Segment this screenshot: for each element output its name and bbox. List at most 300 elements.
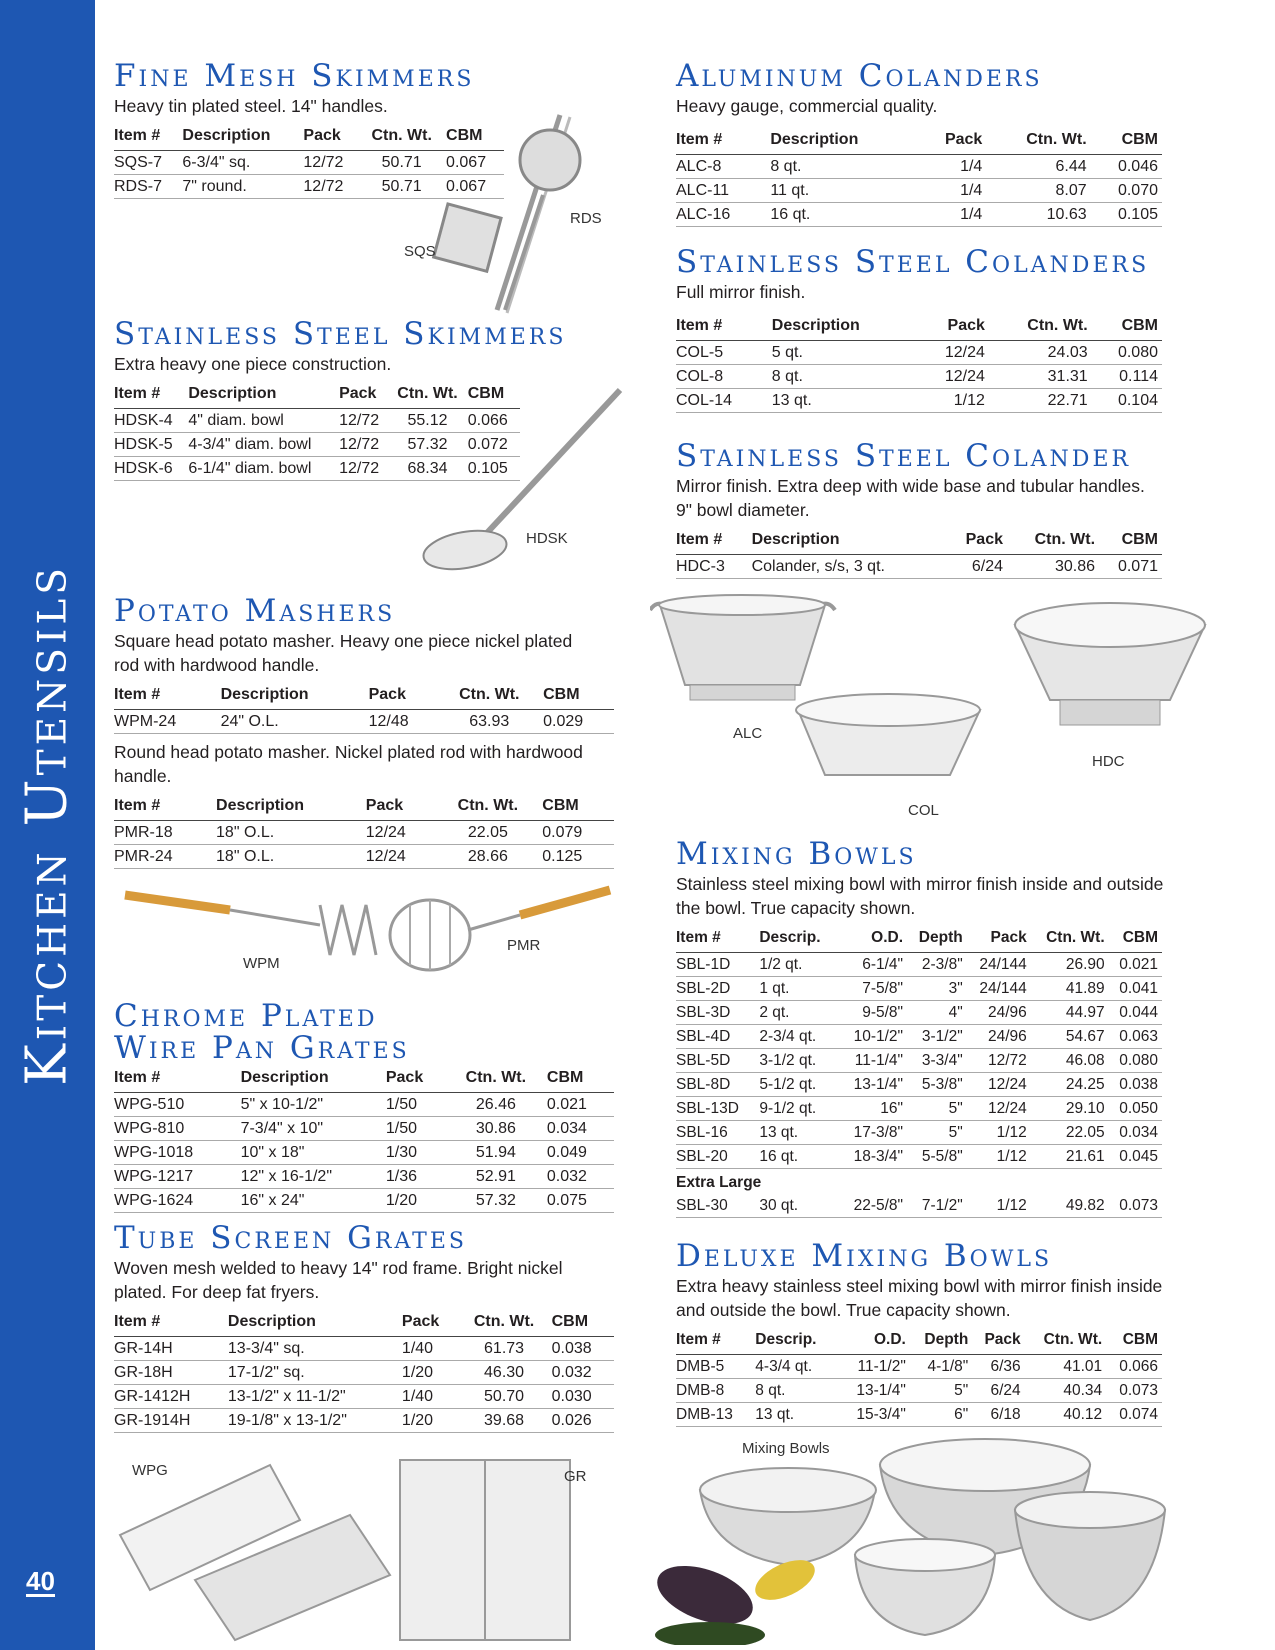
table-cell: 24/144 xyxy=(967,953,1031,977)
table-header-row xyxy=(676,1326,1162,1355)
table-cell: SBL-20 xyxy=(676,1145,759,1169)
column-header: CBM xyxy=(552,1308,614,1337)
column-header: CBM xyxy=(468,380,520,409)
caption-wpg: WPG xyxy=(132,1462,168,1479)
column-header: Description xyxy=(182,122,303,151)
table-cell: 13 qt. xyxy=(755,1403,840,1427)
column-header: Pack xyxy=(402,1308,461,1337)
table-cell: 5-5/8" xyxy=(907,1145,967,1169)
table-header-row xyxy=(114,1064,614,1093)
table-cell: 1/20 xyxy=(402,1361,461,1385)
table-cell: 46.08 xyxy=(1031,1049,1109,1073)
table-row xyxy=(676,1121,1162,1145)
table-cell: DMB-8 xyxy=(676,1379,755,1403)
table-row xyxy=(114,821,614,845)
table-cell: ALC-11 xyxy=(676,179,770,203)
page-number: 40 xyxy=(26,1566,55,1596)
table-cell: 10-1/2" xyxy=(840,1025,907,1049)
table-row xyxy=(676,1403,1162,1427)
table-cell: 26.90 xyxy=(1031,953,1109,977)
column-header: Ctn. Wt. xyxy=(449,1064,547,1093)
table-cell: 16" x 24" xyxy=(241,1189,386,1213)
table-row xyxy=(114,1093,614,1117)
column-header: CBM xyxy=(1106,1326,1162,1355)
column-header: CBM xyxy=(543,681,614,710)
table-header-row xyxy=(676,526,1162,555)
table-cell: 24/144 xyxy=(967,977,1031,1001)
table-cell: 6/24 xyxy=(972,1379,1024,1403)
table-cell: 55.12 xyxy=(391,409,467,433)
table-cell: HDSK-5 xyxy=(114,433,188,457)
table-cell: 29.10 xyxy=(1031,1097,1109,1121)
table-cell: 49.82 xyxy=(1031,1194,1109,1218)
column-header: Ctn. Wt. xyxy=(437,792,542,821)
ss-colanders-section xyxy=(676,246,1162,413)
table-cell: 9-1/2 qt. xyxy=(759,1097,840,1121)
table-row xyxy=(676,1073,1162,1097)
column-header: Description xyxy=(221,681,369,710)
table-cell: 12/72 xyxy=(339,409,391,433)
table-cell: PMR-18 xyxy=(114,821,216,845)
table-cell: 1/40 xyxy=(402,1337,461,1361)
table-cell: 4" xyxy=(907,1001,967,1025)
table-cell: 18" O.L. xyxy=(216,821,366,845)
table-cell: 50.71 xyxy=(361,175,446,199)
column-header: CBM xyxy=(542,792,614,821)
table-cell: 0.032 xyxy=(552,1361,614,1385)
column-header: Descrip. xyxy=(755,1326,840,1355)
table-cell: 12/48 xyxy=(369,710,440,734)
product-table xyxy=(114,1064,614,1213)
table-cell: GR-14H xyxy=(114,1337,228,1361)
table-cell: 0.074 xyxy=(1106,1403,1162,1427)
table-row xyxy=(114,1337,614,1361)
table-cell: SBL-2D xyxy=(676,977,759,1001)
table-cell: COL-5 xyxy=(676,341,772,365)
table-cell: 0.070 xyxy=(1091,179,1162,203)
column-header: Item # xyxy=(114,1064,241,1093)
table-cell: WPM-24 xyxy=(114,710,221,734)
table-row xyxy=(114,1117,614,1141)
table-cell: 8 qt. xyxy=(755,1379,840,1403)
table-cell: 6-1/4" diam. bowl xyxy=(188,457,339,481)
column-header: Description xyxy=(772,312,919,341)
table-header-row xyxy=(676,312,1162,341)
section-title: Stainless Steel Colander xyxy=(676,438,1132,474)
sidebar xyxy=(0,0,95,1650)
table-cell: 24/96 xyxy=(967,1025,1031,1049)
table-cell: 1 qt. xyxy=(759,977,840,1001)
table-cell: 13-1/4" xyxy=(840,1379,910,1403)
table-cell: ALC-8 xyxy=(676,155,770,179)
column-header: Description xyxy=(241,1064,386,1093)
product-table xyxy=(676,924,1162,1218)
table-cell: SBL-8D xyxy=(676,1073,759,1097)
table-cell: 22.05 xyxy=(437,821,542,845)
table-cell: 3-3/4" xyxy=(907,1049,967,1073)
table-cell: PMR-24 xyxy=(114,845,216,869)
table-cell: 0.038 xyxy=(1109,1073,1162,1097)
table-cell: 57.32 xyxy=(391,433,467,457)
table-cell: 5" x 10-1/2" xyxy=(241,1093,386,1117)
table-cell: HDSK-6 xyxy=(114,457,188,481)
table-cell: SBL-4D xyxy=(676,1025,759,1049)
column-header: Depth xyxy=(910,1326,972,1355)
table-cell: 39.68 xyxy=(460,1409,551,1433)
table-cell: 46.30 xyxy=(460,1361,551,1385)
table-cell: 0.049 xyxy=(547,1141,614,1165)
table-cell: 24.03 xyxy=(989,341,1092,365)
table-cell: 0.073 xyxy=(1106,1379,1162,1403)
hdsk-skimmer-image xyxy=(415,385,630,575)
table-cell: 0.080 xyxy=(1092,341,1162,365)
table-cell: 1/4 xyxy=(919,155,986,179)
table-row xyxy=(114,1141,614,1165)
product-table xyxy=(676,312,1162,413)
table-cell: 0.050 xyxy=(1109,1097,1162,1121)
column-header: Description xyxy=(216,792,366,821)
table-row xyxy=(676,977,1162,1001)
caption-wpm: WPM xyxy=(243,955,280,972)
column-header: Ctn. Wt. xyxy=(1031,924,1109,953)
table-cell: 0.034 xyxy=(547,1117,614,1141)
table-cell: 0.046 xyxy=(1091,155,1162,179)
table-row xyxy=(114,1165,614,1189)
table-cell: 12/72 xyxy=(339,433,391,457)
column-header: Pack xyxy=(386,1064,449,1093)
table-cell: 40.12 xyxy=(1025,1403,1107,1427)
table-cell: 9-5/8" xyxy=(840,1001,907,1025)
table-cell: 15-3/4" xyxy=(840,1403,910,1427)
table-cell: 13-3/4" sq. xyxy=(228,1337,402,1361)
table-row xyxy=(676,1379,1162,1403)
column-header: Pack xyxy=(919,312,989,341)
table-cell: 3-1/2" xyxy=(907,1025,967,1049)
table-row xyxy=(676,1049,1162,1073)
product-table-2 xyxy=(114,792,614,869)
section-title: Potato Mashers xyxy=(114,593,396,629)
table-cell: 0.075 xyxy=(547,1189,614,1213)
table-cell: 1/20 xyxy=(386,1189,449,1213)
caption-gr: GR xyxy=(564,1468,587,1485)
column-header: Ctn. Wt. xyxy=(986,126,1090,155)
section-desc: Extra heavy stainless steel mixing bowl with mirror finish inside and outside the bowl. True capacity shown. xyxy=(676,1276,1163,1320)
tube-screen-grates-section xyxy=(114,1222,614,1433)
table-cell: 30 qt. xyxy=(759,1194,840,1218)
table-row xyxy=(114,1361,614,1385)
section-desc: Full mirror finish. xyxy=(676,282,806,302)
table-cell: 0.072 xyxy=(468,433,520,457)
column-header: Ctn. Wt. xyxy=(989,312,1092,341)
table-cell: 0.021 xyxy=(547,1093,614,1117)
section-desc: Woven mesh welded to heavy 14" rod frame. Bright nickel plated. For deep fat fryers. xyxy=(114,1258,563,1302)
caption-hdc: HDC xyxy=(1092,753,1125,770)
section-desc: Square head potato masher. Heavy one piece nickel plated rod with hardwood handle. xyxy=(114,631,573,675)
table-cell: 0.066 xyxy=(1106,1355,1162,1379)
table-cell: 12/72 xyxy=(967,1049,1031,1073)
table-row xyxy=(114,710,614,734)
mixing-bowls-image xyxy=(650,1435,1175,1645)
table-cell: 10.63 xyxy=(986,203,1090,227)
table-cell: 16" xyxy=(840,1097,907,1121)
column-header: Item # xyxy=(676,126,770,155)
table-cell: 4-3/4 qt. xyxy=(755,1355,840,1379)
table-cell: 5-3/8" xyxy=(907,1073,967,1097)
table-cell: 1/30 xyxy=(386,1141,449,1165)
subheading-row xyxy=(676,1169,1162,1195)
table-cell: 0.034 xyxy=(1109,1121,1162,1145)
table-row xyxy=(114,1385,614,1409)
table-row xyxy=(676,1355,1162,1379)
column-header: Description xyxy=(752,526,948,555)
column-header: Pack xyxy=(967,924,1031,953)
product-table xyxy=(114,681,614,734)
table-cell: 51.94 xyxy=(449,1141,547,1165)
deluxe-mixing-bowls-section xyxy=(676,1240,1176,1427)
column-header: CBM xyxy=(1091,126,1162,155)
table-cell: 0.026 xyxy=(552,1409,614,1433)
table-cell: 1/40 xyxy=(402,1385,461,1409)
section-title-2: Wire Pan Grates xyxy=(114,1030,410,1066)
section-title: Stainless Steel Skimmers xyxy=(114,316,567,352)
table-cell: 11-1/2" xyxy=(840,1355,910,1379)
table-cell: 6.44 xyxy=(986,155,1090,179)
table-header-row xyxy=(114,681,614,710)
table-cell: 22.71 xyxy=(989,389,1092,413)
section-title: Stainless Steel Colanders xyxy=(676,244,1150,280)
section-desc: Heavy tin plated steel. 14" handles. xyxy=(114,96,388,116)
table-cell: 8 qt. xyxy=(770,155,919,179)
table-cell: 3-1/2 qt. xyxy=(759,1049,840,1073)
table-cell: SQS-7 xyxy=(114,151,182,175)
table-cell: 5 qt. xyxy=(772,341,919,365)
table-cell: 0.067 xyxy=(446,175,504,199)
table-cell: 12/72 xyxy=(303,175,361,199)
table-cell: 26.46 xyxy=(449,1093,547,1117)
table-cell: 24/96 xyxy=(967,1001,1031,1025)
table-cell: 7-1/2" xyxy=(907,1194,967,1218)
table-cell: 8.07 xyxy=(986,179,1090,203)
table-cell: 1/36 xyxy=(386,1165,449,1189)
caption-col: COL xyxy=(908,802,939,819)
column-header: Pack xyxy=(303,122,361,151)
table-cell: COL-8 xyxy=(676,365,772,389)
table-row xyxy=(114,845,614,869)
table-row xyxy=(676,1194,1162,1218)
table-cell: DMB-13 xyxy=(676,1403,755,1427)
column-header: CBM xyxy=(1092,312,1162,341)
table-cell: SBL-1D xyxy=(676,953,759,977)
column-header: Ctn. Wt. xyxy=(439,681,543,710)
table-cell: 12/24 xyxy=(967,1073,1031,1097)
table-cell: 16 qt. xyxy=(759,1145,840,1169)
table-cell: 13-1/4" xyxy=(840,1073,907,1097)
table-cell: 57.32 xyxy=(449,1189,547,1213)
table-cell: 13 qt. xyxy=(772,389,919,413)
table-cell: WPG-1018 xyxy=(114,1141,241,1165)
table-cell: SBL-30 xyxy=(676,1194,759,1218)
table-cell: 6" xyxy=(910,1403,972,1427)
column-header: Pack xyxy=(972,1326,1024,1355)
column-header: Ctn. Wt. xyxy=(361,122,446,151)
table-cell: SBL-16 xyxy=(676,1121,759,1145)
column-header: Item # xyxy=(114,792,216,821)
table-cell: 1/4 xyxy=(919,179,986,203)
table-cell: 0.063 xyxy=(1109,1025,1162,1049)
table-cell: 0.067 xyxy=(446,151,504,175)
table-cell: 1/12 xyxy=(967,1145,1031,1169)
table-cell: 6-1/4" xyxy=(840,953,907,977)
table-cell: 11-1/4" xyxy=(840,1049,907,1073)
table-cell: WPG-510 xyxy=(114,1093,241,1117)
table-cell: 12/72 xyxy=(339,457,391,481)
table-cell: 18" O.L. xyxy=(216,845,366,869)
table-cell: 16 qt. xyxy=(770,203,919,227)
table-cell: 0.030 xyxy=(552,1385,614,1409)
section-desc: Heavy gauge, commercial quality. xyxy=(676,96,938,116)
table-row xyxy=(676,1025,1162,1049)
column-header: Item # xyxy=(676,924,759,953)
product-table xyxy=(114,1308,614,1433)
table-cell: 0.114 xyxy=(1092,365,1162,389)
table-cell: 12/72 xyxy=(303,151,361,175)
table-row xyxy=(676,389,1162,413)
table-cell: 0.071 xyxy=(1099,555,1162,579)
section-title: Fine Mesh Skimmers xyxy=(114,58,475,94)
column-header: Pack xyxy=(339,380,391,409)
table-cell: GR-1914H xyxy=(114,1409,228,1433)
table-cell: 22.05 xyxy=(1031,1121,1109,1145)
column-header: O.D. xyxy=(840,924,907,953)
table-row xyxy=(114,1409,614,1433)
table-cell: 2-3/4 qt. xyxy=(759,1025,840,1049)
column-header: Ctn. Wt. xyxy=(460,1308,551,1337)
table-cell: 0.044 xyxy=(1109,1001,1162,1025)
table-row xyxy=(676,1097,1162,1121)
table-cell: 12" x 16-1/2" xyxy=(241,1165,386,1189)
table-row xyxy=(676,1145,1162,1169)
table-cell: 50.71 xyxy=(361,151,446,175)
colanders-image xyxy=(650,590,1210,795)
column-header: Item # xyxy=(114,122,182,151)
table-cell: 18-3/4" xyxy=(840,1145,907,1169)
table-cell: 7" round. xyxy=(182,175,303,199)
section-title: Deluxe Mixing Bowls xyxy=(676,1238,1053,1274)
section-title: Aluminum Colanders xyxy=(676,58,1043,94)
product-table xyxy=(676,526,1162,579)
table-cell: 6/24 xyxy=(948,555,1007,579)
table-cell: 0.038 xyxy=(552,1337,614,1361)
vertical-title: Kitchen Utensils xyxy=(14,563,80,1087)
table-cell: 0.041 xyxy=(1109,977,1162,1001)
table-cell: 19-1/8" x 13-1/2" xyxy=(228,1409,402,1433)
section-desc: Extra heavy one piece construction. xyxy=(114,354,392,374)
column-header: O.D. xyxy=(840,1326,910,1355)
table-cell: 0.021 xyxy=(1109,953,1162,977)
table-cell: 10" x 18" xyxy=(241,1141,386,1165)
table-cell: GR-1412H xyxy=(114,1385,228,1409)
table-cell: DMB-5 xyxy=(676,1355,755,1379)
table-cell: 0.125 xyxy=(542,845,614,869)
column-header: Item # xyxy=(114,681,221,710)
table-cell: 1/12 xyxy=(967,1121,1031,1145)
section-title: Mixing Bowls xyxy=(676,836,917,872)
table-row xyxy=(676,1001,1162,1025)
ss-colander-section xyxy=(676,440,1162,579)
table-header-row xyxy=(114,1308,614,1337)
column-header: Description xyxy=(228,1308,402,1337)
table-cell: 2-3/8" xyxy=(907,953,967,977)
table-cell: 1/12 xyxy=(919,389,989,413)
table-cell: 1/12 xyxy=(967,1194,1031,1218)
table-cell: 41.01 xyxy=(1025,1355,1107,1379)
table-cell: HDSK-4 xyxy=(114,409,188,433)
table-cell: 4" diam. bowl xyxy=(188,409,339,433)
table-row xyxy=(676,155,1162,179)
table-row xyxy=(676,365,1162,389)
column-header: Depth xyxy=(907,924,967,953)
table-cell: 0.032 xyxy=(547,1165,614,1189)
caption-sqs: SQS xyxy=(404,243,436,260)
table-cell: SBL-3D xyxy=(676,1001,759,1025)
table-cell: 17-3/8" xyxy=(840,1121,907,1145)
column-header: Item # xyxy=(114,1308,228,1337)
table-row xyxy=(676,953,1162,977)
caption-pmr: PMR xyxy=(507,937,541,954)
aluminum-colanders-section xyxy=(676,60,1162,227)
table-cell: 54.67 xyxy=(1031,1025,1109,1049)
table-cell: COL-14 xyxy=(676,389,772,413)
table-header-row xyxy=(676,924,1162,953)
column-header: Item # xyxy=(676,312,772,341)
table-cell: 21.61 xyxy=(1031,1145,1109,1169)
table-cell: 0.105 xyxy=(1091,203,1162,227)
caption-mixing-bowls: Mixing Bowls xyxy=(742,1440,830,1457)
table-cell: 1/20 xyxy=(402,1409,461,1433)
table-cell: HDC-3 xyxy=(676,555,752,579)
table-cell: 30.86 xyxy=(1007,555,1099,579)
wire-pan-grates-section xyxy=(114,1000,614,1213)
table-cell: 13-1/2" x 11-1/2" xyxy=(228,1385,402,1409)
column-header: Ctn. Wt. xyxy=(1007,526,1099,555)
table-cell: 6/18 xyxy=(972,1403,1024,1427)
table-cell: 22-5/8" xyxy=(840,1194,907,1218)
grates-image xyxy=(100,1450,630,1645)
table-cell: 1/2 qt. xyxy=(759,953,840,977)
table-row xyxy=(676,341,1162,365)
table-cell: 28.66 xyxy=(437,845,542,869)
table-cell: 24.25 xyxy=(1031,1073,1109,1097)
table-cell: 44.97 xyxy=(1031,1001,1109,1025)
column-header: Pack xyxy=(948,526,1007,555)
table-row xyxy=(114,1189,614,1213)
table-cell: 31.31 xyxy=(989,365,1092,389)
table-cell: 4-3/4" diam. bowl xyxy=(188,433,339,457)
table-cell: ALC-16 xyxy=(676,203,770,227)
mixing-bowls-section xyxy=(676,838,1176,1218)
section-desc: Mirror finish. Extra deep with wide base and tubular handles. 9" bowl diameter. xyxy=(676,476,1145,520)
column-header: Pack xyxy=(919,126,986,155)
table-cell: 5" xyxy=(907,1121,967,1145)
table-cell: 6-3/4" sq. xyxy=(182,151,303,175)
section-title: Chrome Plated xyxy=(114,998,378,1034)
caption-rds: RDS xyxy=(570,210,602,227)
table-cell: 17-1/2" sq. xyxy=(228,1361,402,1385)
table-cell: 30.86 xyxy=(449,1117,547,1141)
table-row xyxy=(676,555,1162,579)
table-cell: 12/24 xyxy=(919,365,989,389)
table-header-row xyxy=(114,792,614,821)
